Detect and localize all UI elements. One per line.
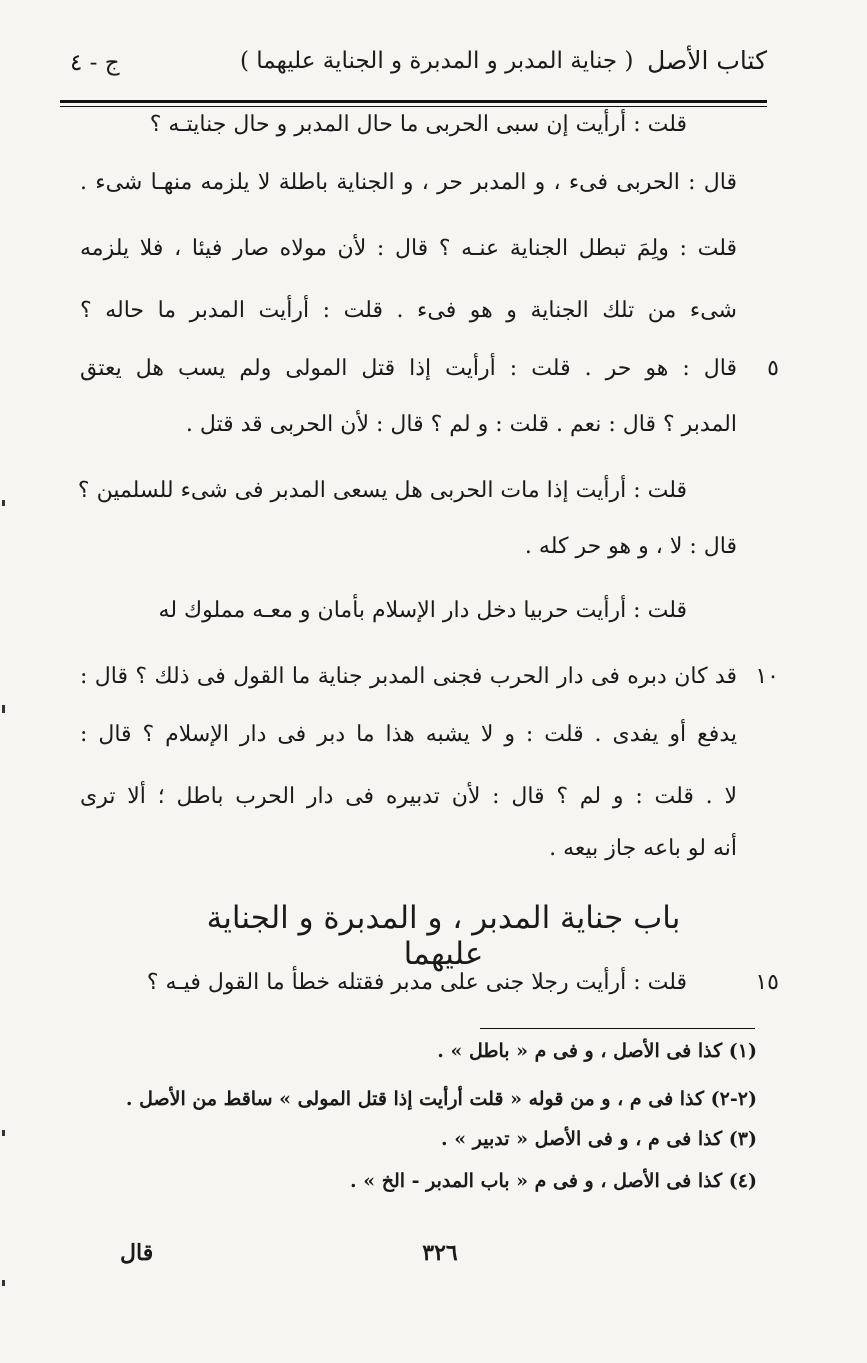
body-line: يدفع أو يفدى . قلت : و لا يشبه هذا ما دبر فى دار الإسلام ؟ قال : bbox=[80, 722, 737, 747]
line-number-15: ١٥ bbox=[755, 970, 779, 995]
body-line: لا . قلت : و لم ؟ قال : لأن تدبيره فى دار الحرب باطل ؛ ألا ترى bbox=[80, 784, 737, 809]
body-line: قلت : أرأيت رجلا جنى على مدبر فقتله خطأ ما القول فيـه ؟ bbox=[146, 970, 687, 995]
footnote: (٣) كذا فى م ، و فى الأصل « تدبير » . bbox=[441, 1128, 757, 1150]
line-number-5: ٥ bbox=[767, 356, 779, 381]
scan-edge-mark bbox=[2, 1130, 5, 1136]
footnote: (٢-٢) كذا فى م ، و من قوله « قلت أرأيت إذا قتل المولى » ساقط من الأصل . bbox=[125, 1088, 757, 1110]
body-line: شىء من تلك الجناية و هو فىء . قلت : أرأيت المدبر ما حاله ؟ bbox=[80, 298, 737, 323]
header-volume: ج - ٤ bbox=[70, 50, 120, 76]
body-line: قد كان دبره فى دار الحرب فجنى المدبر جناية ما القول فى ذلك ؟ قال : bbox=[80, 664, 737, 689]
line-number-10: ١٠ bbox=[755, 664, 779, 689]
footnote: (١) كذا فى الأصل ، و فى م « باطل » . bbox=[437, 1040, 757, 1062]
body-line: قلت : ولِمَ تبطل الجناية عنـه ؟ قال : لأن مولاه صار فيئا ، فلا يلزمه bbox=[80, 236, 737, 261]
body-line: قال : هو حر . قلت : أرأيت إذا قتل المولى ولم يسب هل يعتق bbox=[80, 356, 737, 381]
body-line: أنه لو باعه جاز بيعه . bbox=[549, 836, 737, 861]
body-line: قال : لا ، و هو حر كله . bbox=[524, 534, 737, 559]
header-rule-thick bbox=[60, 100, 767, 103]
catchword: قال bbox=[120, 1240, 154, 1266]
body-line: قال : الحربى فىء ، و المدبر حر ، و الجناية باطلة لا يلزمه منهـا شىء . bbox=[80, 170, 737, 195]
body-line: المدبر ؟ قال : نعم . قلت : و لم ؟ قال : لأن الحربى قد قتل . bbox=[185, 412, 737, 437]
scan-edge-mark bbox=[2, 1280, 5, 1286]
body-line: قلت : أرأيت حربيا دخل دار الإسلام بأمان و معـه مملوك له bbox=[158, 598, 687, 623]
running-header bbox=[60, 38, 767, 94]
page-number: ٣٢٦ bbox=[422, 1240, 458, 1266]
header-book-title: كتاب الأصل bbox=[647, 46, 767, 75]
body-line: قلت : أرأيت إذا مات الحربى هل يسعى المدبر فى شىء للسلمين ؟ bbox=[77, 478, 687, 503]
scan-edge-mark bbox=[2, 500, 5, 506]
header-chapter-title: ( جناية المدبر و المدبرة و الجناية عليهما ) bbox=[240, 48, 634, 74]
section-heading: باب جناية المدبر ، و المدبرة و الجناية عليهما bbox=[206, 900, 681, 972]
body-line: قلت : أرأيت إن سبى الحربى ما حال المدبر و حال جنايتـه ؟ bbox=[149, 112, 687, 137]
scan-edge-mark bbox=[2, 705, 5, 713]
footnote: (٤) كذا فى الأصل ، و فى م « باب المدبر - الخ » . bbox=[349, 1170, 757, 1192]
header-rule-thin bbox=[60, 106, 767, 107]
footnote-rule bbox=[480, 1028, 755, 1029]
